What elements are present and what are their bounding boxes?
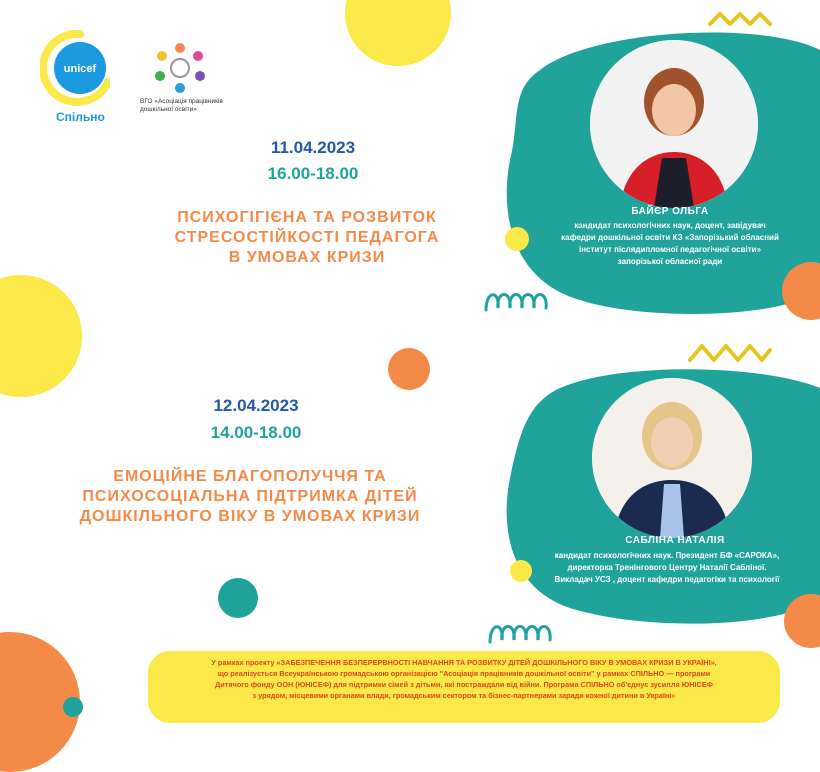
- speaker2-bio-line2: директорка Тренінгового Центру Наталії Сабліної.: [567, 563, 767, 572]
- decor-teal-dot-bottom-left: [63, 697, 83, 717]
- speaker1-portrait-icon: [590, 40, 758, 208]
- speaker2-bio-line1: кандидат психологічних наук. Президент БФ «САРОКА»,: [554, 551, 780, 560]
- event1-time: 16.00-18.00: [267, 164, 359, 183]
- unicef-sub-label: Спільно: [56, 110, 105, 124]
- speaker1-bio-line2: кафедри дошкільної освіти КЗ «Запорізький обласний: [561, 233, 779, 242]
- banner-line3: Дитячого фонду ООН (ЮНІСЕФ) для підтримки сімей з дітьми, які постраждали від війни. Програма СПІЛЬНО об'єднує зусилля ЮНІСЕФ: [215, 680, 713, 689]
- event2-title-line1: ЕМОЦІЙНЕ БЛАГОПОЛУЧЧЯ ТА: [113, 468, 387, 485]
- event1-date: 11.04.2023: [270, 138, 356, 157]
- decor-squiggle-1: [482, 282, 558, 314]
- speaker2-bio: [514, 550, 820, 586]
- speaker1-bio-line3: інститут післядипломної педагогічної освіти»: [578, 245, 762, 254]
- event1-title-line1: ПСИХОГІГІЄНА ТА РОЗВИТОК: [177, 209, 437, 226]
- event2-time: 14.00-18.00: [210, 423, 302, 442]
- decor-yellow-dot-speaker1: [505, 227, 529, 251]
- association-name: ВГО «Асоціація працівників дошкільної освіти»: [140, 98, 223, 113]
- event1-title: [127, 208, 487, 268]
- speaker1-bio-line4: запорізької обласної ради: [617, 257, 723, 266]
- unicef-logo-text: unicef: [63, 63, 97, 75]
- event1-title-line3: В УМОВАХ КРИЗИ: [228, 249, 386, 266]
- speaker1-bio: [520, 220, 820, 268]
- event2-title-line3: ДОШКІЛЬНОГО ВІКУ В УМОВАХ КРИЗИ: [79, 508, 421, 525]
- speaker2-photo: [592, 378, 752, 538]
- decor-zigzag-mid: [688, 340, 772, 366]
- banner-line1: У рамках проекту «ЗАБЕЗПЕЧЕННЯ БЕЗПЕРЕРВНОСТІ НАВЧАННЯ ТА РОЗВИТКУ ДІТЕЙ ДОШКІЛЬНОГО ВІКУ В УМОВАХ КРИЗИ В УКРАЇНІ»,: [211, 658, 717, 667]
- decor-yellow-circle-top: [345, 0, 451, 66]
- speaker1-bio-line1: кандидат психологічних наук, доцент, завідувач: [574, 221, 766, 230]
- event1-title-line2: СТРЕСОСТІЙКОСТІ ПЕДАГОГА: [174, 229, 440, 246]
- decor-zigzag-top: [708, 8, 772, 30]
- decor-yellow-circle-left: [0, 275, 82, 397]
- event2-title-line2: ПСИХОСОЦІАЛЬНА ПІДТРИМКА ДІТЕЙ: [82, 488, 418, 505]
- banner-line2: що реалізується Всеукраїнською громадською організацією "Асоціація працівників дошкільної освіти" у рамках СПІЛЬНО — програми: [217, 669, 711, 678]
- speaker2-name: САБЛІНА НАТАЛІЯ: [625, 535, 725, 546]
- event2-date: 12.04.2023: [213, 396, 299, 415]
- decor-yellow-dot-speaker2: [510, 560, 532, 582]
- project-info-banner: [148, 651, 780, 723]
- speaker2-portrait-icon: [592, 378, 752, 538]
- speaker2-bio-line3: Викладач УСЗ , доцент кафедри педагогіки та психології: [554, 575, 780, 584]
- association-logo-icon: [150, 40, 210, 96]
- decor-teal-circle-bottom: [218, 578, 258, 618]
- speaker1-name: БАЙЄР ОЛЬГА: [631, 206, 709, 217]
- speaker1-photo: [590, 40, 758, 208]
- decor-orange-circle-mid: [388, 348, 430, 390]
- banner-line4: з урядом, місцевими органами влади, громадським сектором та бізнес-партнерами заради кожної дитини в Україні»: [252, 691, 676, 700]
- unicef-logo-icon: [40, 30, 110, 106]
- decor-squiggle-2: [486, 614, 562, 646]
- event2-title: [50, 467, 450, 527]
